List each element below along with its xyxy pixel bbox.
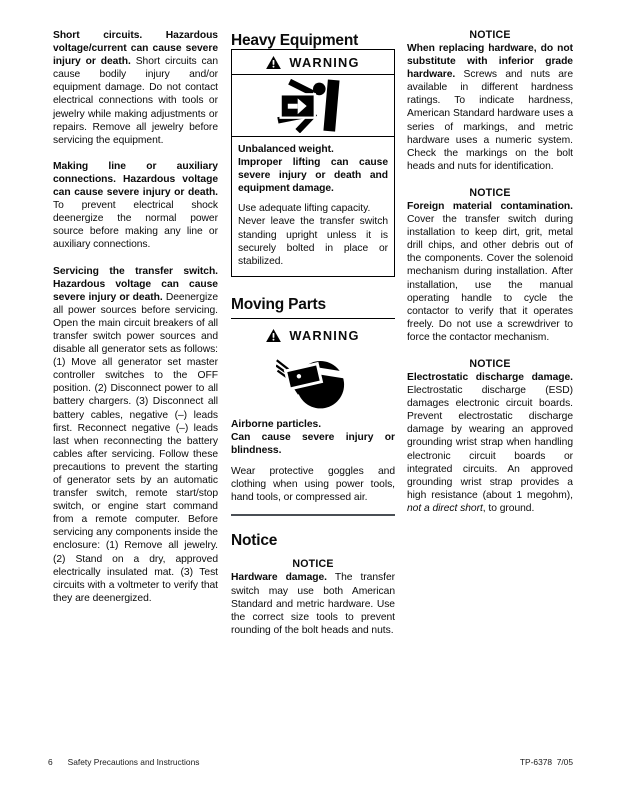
warning-triangle-icon [266, 56, 281, 69]
notice-body: Screws and nuts are available in different hardness ratings. To indicate hardness, American Standard hardware uses a series of markings, and metric hardware uses a numeric system. Check the markings on the bolt heads and nuts for identification. [407, 69, 573, 172]
section-heading-moving-parts: Moving Parts [231, 295, 326, 313]
notice-paragraph-esd-damage [407, 371, 573, 515]
warning-box-unbalanced-weight [231, 49, 395, 277]
warning-bold-line: Unbalanced weight. [238, 144, 334, 155]
column-warnings [231, 29, 395, 651]
section-heading-heavy-equipment: Heavy Equipment [231, 32, 359, 49]
document-number: TP-6378 7/05 [519, 757, 573, 767]
notice-body: Electrostatic discharge (ESD) damages electronic circuit boards. Prevent electrostatic discharge damage by wearing an approved grounding wrist strap when handling electronic circuit boards or integrated circuits. An approved grounding wrist strap provides a high resistance (about 1 megohm), [407, 385, 573, 501]
safety-paragraph-servicing [53, 265, 218, 605]
notice-lead: Electrostatic discharge damage. [407, 371, 573, 383]
paragraph-body: Short circuits can cause bodily injury and/or equipment damage. Do not contact electrical connections with tools or jewelry while making adjustments or repairs. Remove all jewelry before servicing the equipment. [53, 56, 219, 146]
notice-paragraph-foreign-material [407, 200, 573, 344]
warning-body [232, 137, 394, 276]
notice-paragraph-replacing-hardware [407, 42, 573, 173]
warning-bold-line: Improper lifting can cause severe injury or death and equipment damage. [238, 157, 388, 195]
notice-lead: Foreign material contamination. [407, 200, 573, 212]
notice-body: Cover the transfer switch during installation to keep dirt, grit, metal drill chips, and other debris out of the components. Cover the solenoid mechanism during installation. After installation, use the manual operating handle to cycle the contactor to verify that it operates freely. Do not use a screwdriver to force the contactor mechanism. [407, 214, 573, 343]
warning-text-line: Use adequate lifting capacity. [238, 203, 371, 215]
paragraph-lead: Servicing the transfer switch. Hazardous voltage can cause severe injury or death. [53, 265, 218, 303]
warning-pictogram-cell [232, 75, 394, 137]
footer-title: Safety Precautions and Instructions [67, 757, 200, 767]
paragraph-body: To prevent electrical shock deenergize the normal power source before making any line or auxiliary connections. [53, 200, 218, 251]
paragraph-lead: Making line or auxiliary connections. Hazardous voltage can cause severe injury or death. [53, 160, 218, 199]
column-notices [407, 29, 573, 529]
notice-italic-phrase: not a direct short [407, 502, 483, 514]
notice-paragraph-hardware-damage [231, 571, 395, 636]
page-number: 6 [48, 757, 53, 767]
safety-goggles-icon [276, 352, 350, 410]
page-footer [48, 757, 573, 767]
notice-label: NOTICE [292, 558, 334, 571]
crush-hazard-icon [268, 79, 358, 133]
notice-label: NOTICE [469, 29, 511, 41]
notice-lead: Hardware damage. [231, 572, 327, 584]
section-divider [231, 514, 395, 516]
warning-text-line: Never leave the transfer switch standing upright unless it is securely bolted in place or stabilized. [238, 216, 388, 267]
notice-body-after: , to ground. [482, 502, 535, 514]
warning-header [232, 50, 394, 75]
notice-label: NOTICE [469, 357, 511, 370]
section-divider [231, 318, 395, 319]
notice-label: NOTICE [469, 186, 511, 199]
warning-text: Wear protective goggles and clothing when using power tools, hand tools, or compressed air. [231, 466, 395, 504]
paragraph-lead: Short circuits. Hazardous voltage/current can cause severe injury or death. [53, 30, 218, 68]
safety-paragraph-short-circuits [53, 29, 218, 147]
warning-header [231, 328, 395, 343]
warning-triangle-icon [266, 329, 281, 342]
warning-bold-line: Airborne particles. [231, 418, 322, 430]
warning-bold-line: Can cause severe injury or blindness. [231, 431, 395, 457]
notice-body: The transfer switch may use both American Standard and metric hardware. Use the correct size tools to prevent rounding of the bolt heads and nuts. [231, 572, 395, 636]
notice-lead: When replacing hardware, do not substitute with inferior grade hardware. [407, 43, 573, 81]
column-safety-text [53, 29, 218, 618]
warning-header-label: WARNING [289, 327, 360, 343]
warning-header-label: WARNING [289, 55, 360, 70]
section-heading-notice: Notice [231, 532, 278, 550]
safety-paragraph-line-connections [53, 160, 218, 252]
warning-open-airborne-particles [231, 328, 395, 517]
warning-body [231, 418, 395, 505]
paragraph-body: Deenergize all power sources before servicing. Open the main circuit breakers of all transfer switch power sources and disable all generator sets as follows: (1) Move all generator set master controller switches to the OFF position. (2) Disconnect power to all battery chargers. (3) Disconnect all battery cables, negative (–) leads first. Reconnect negative (–) leads last when reconnecting the battery cables after servicing. Follow these precautions to prevent the starting of generator sets by an automatic transfer switch, remote start/stop switch, or engine start command from a remote computer. Before servicing any components inside the enclosure: (1) Remove all jewelry. (2) Stand on a dry, approved electrically insulated mat. (3) Test circuits with a voltmeter to verify that they are deenergized. [53, 291, 219, 604]
warning-pictogram-cell [231, 352, 395, 410]
